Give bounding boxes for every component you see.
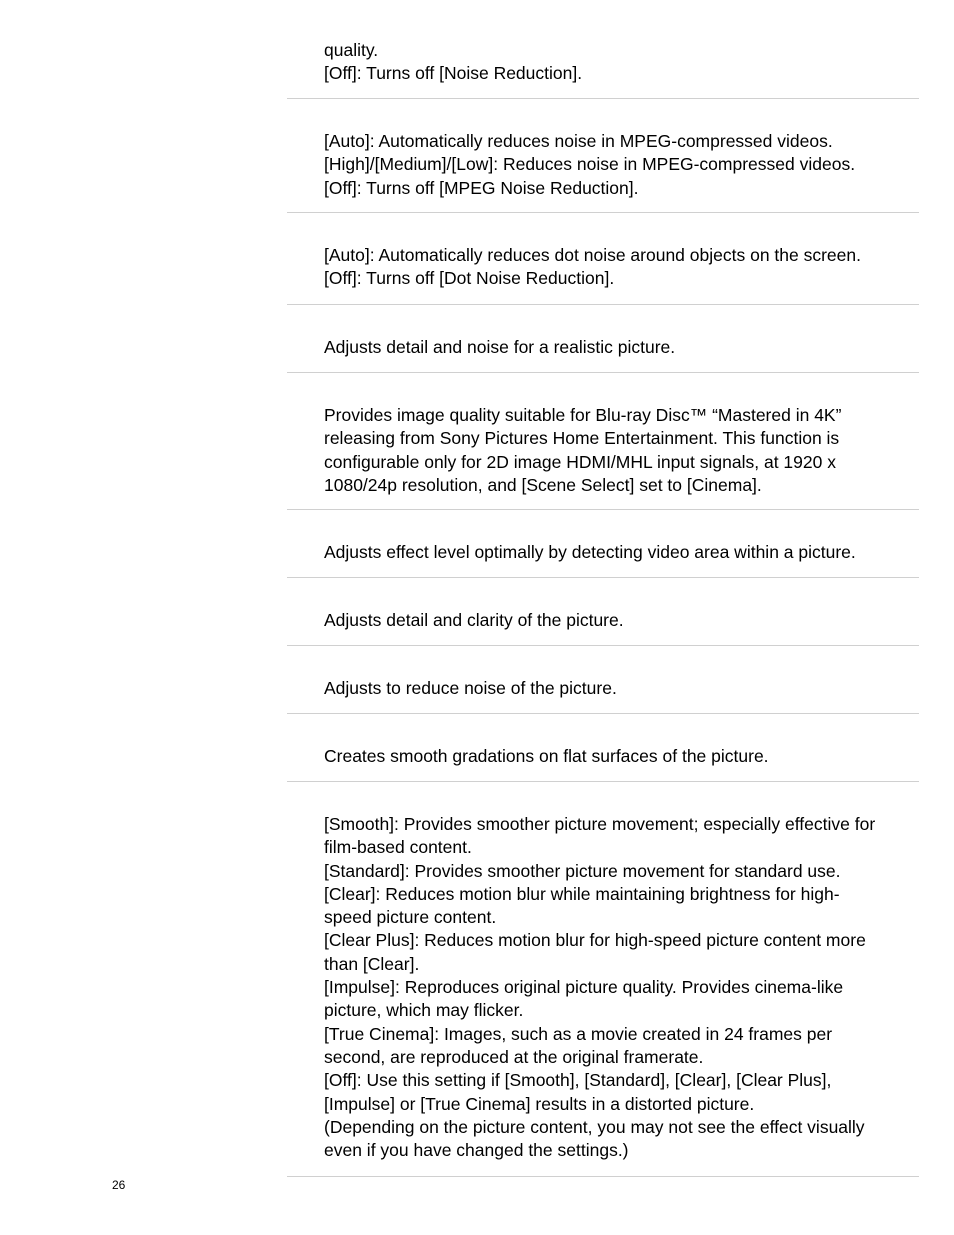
- description-line: [Impulse] or [True Cinema] results in a distorted picture.: [324, 1093, 755, 1114]
- description-line: releasing from Sony Pictures Home Entertainment. This function is: [324, 428, 840, 449]
- smart-mode-section: [287, 510, 919, 578]
- reality-creation-section: [287, 305, 919, 373]
- description-line: [High]/[Medium]/[Low]: Reduces noise in MPEG-compressed videos.: [324, 154, 856, 175]
- description-line: second, are reproduced at the original framerate.: [324, 1046, 704, 1067]
- description-line: even if you have changed the settings.): [324, 1140, 629, 1161]
- description-line: [Off]: Turns off [MPEG Noise Reduction].: [324, 177, 639, 198]
- page-number: 26: [112, 1178, 126, 1192]
- motionflow-section: [287, 782, 919, 1177]
- description-line: film-based content.: [324, 837, 472, 858]
- description-line: picture, which may flicker.: [324, 1000, 524, 1021]
- noise-filtering-section: [287, 646, 919, 714]
- description-line: quality.: [324, 40, 379, 60]
- description-line: [Standard]: Provides smoother picture movement for standard use.: [324, 860, 841, 881]
- description-line: Adjusts detail and noise for a realistic picture.: [324, 337, 676, 357]
- description-line: 1080/24p resolution, and [Scene Select] set to [Cinema].: [324, 474, 762, 495]
- description-line: [Impulse]: Reproduces original picture quality. Provides cinema-like: [324, 977, 844, 998]
- description-line: [Clear]: Reduces motion blur while maintaining brightness for high-: [324, 883, 840, 904]
- smooth-gradation-section: [287, 714, 919, 782]
- description-line: [Auto]: Automatically reduces dot noise around objects on the screen.: [324, 245, 861, 265]
- description-line: Adjusts to reduce noise of the picture.: [324, 678, 617, 698]
- description-line: Creates smooth gradations on flat surfaces of the picture.: [324, 746, 769, 766]
- description-line: than [Clear].: [324, 953, 420, 974]
- resolution-section: [287, 578, 919, 646]
- mastered-in-4k-section: [287, 373, 919, 510]
- description-line: [Auto]: Automatically reduces noise in MPEG-compressed videos.: [324, 131, 833, 151]
- description-line: [Smooth]: Provides smoother picture movement; especially effective for: [324, 814, 876, 834]
- settings-description-list: [287, 39, 919, 1177]
- description-line: speed picture content.: [324, 907, 497, 928]
- mpeg-noise-reduction-section: [287, 99, 919, 213]
- description-line: (Depending on the picture content, you may not see the effect visually: [324, 1116, 865, 1137]
- description-line: Adjusts detail and clarity of the picture.: [324, 610, 624, 630]
- description-line: Adjusts effect level optimally by detecting video area within a picture.: [324, 542, 856, 562]
- noise-reduction-section: [287, 39, 919, 99]
- dot-noise-reduction-section: [287, 213, 919, 305]
- description-line: [Off]: Turns off [Dot Noise Reduction].: [324, 268, 615, 289]
- description-line: configurable only for 2D image HDMI/MHL input signals, at 1920 x: [324, 451, 836, 472]
- description-line: [True Cinema]: Images, such as a movie created in 24 frames per: [324, 1023, 833, 1044]
- description-line: [Clear Plus]: Reduces motion blur for high-speed picture content more: [324, 930, 866, 951]
- description-line: [Off]: Use this setting if [Smooth], [Standard], [Clear], [Clear Plus],: [324, 1070, 832, 1091]
- description-line: [Off]: Turns off [Noise Reduction].: [324, 63, 583, 84]
- description-line: Provides image quality suitable for Blu-ray Disc™ “Mastered in 4K”: [324, 405, 842, 425]
